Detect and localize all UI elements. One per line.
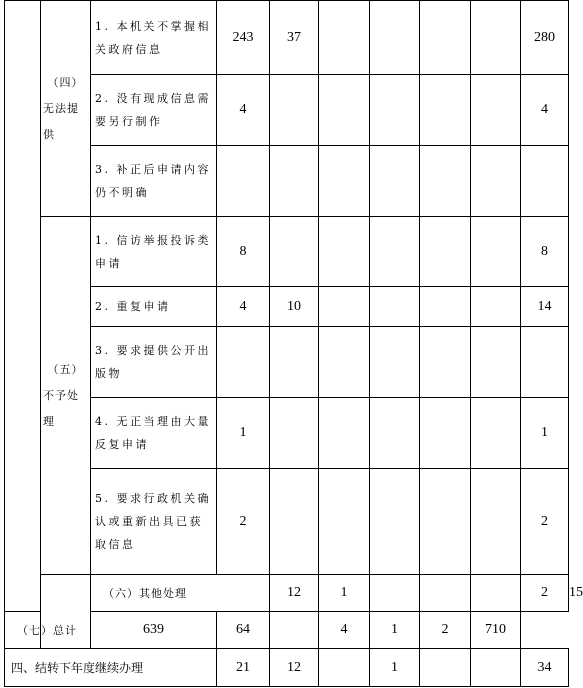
cell-value: 1 xyxy=(521,398,569,469)
group-name: 不予处理 xyxy=(43,388,79,428)
table-row xyxy=(5,612,569,649)
cell-value xyxy=(319,649,370,687)
cell-value xyxy=(370,217,420,287)
row-label: 1. 信访举报投诉类申请 xyxy=(91,217,217,287)
cell-value: 2 xyxy=(521,575,569,612)
row-label: 3. 补正后申请内容仍不明确 xyxy=(91,146,217,217)
group-name: 无法提供 xyxy=(43,101,79,141)
cell-value xyxy=(370,146,420,217)
row-label: （七）总计 xyxy=(5,612,91,649)
cell-value: 2 xyxy=(521,469,569,575)
cell-value: 2 xyxy=(217,469,270,575)
cell-value xyxy=(471,287,521,327)
cell-value xyxy=(370,1,420,75)
group-label-cell xyxy=(41,217,91,575)
cell-value: 4 xyxy=(217,287,270,327)
cell-value xyxy=(420,327,471,398)
cell-value xyxy=(217,146,270,217)
cell-value xyxy=(471,469,521,575)
cell-value: 1 xyxy=(370,612,420,649)
row-label: 2. 没有现成信息需要另行制作 xyxy=(91,75,217,146)
row-label: 四、结转下年度继续办理 xyxy=(5,649,217,687)
cell-value: 1 xyxy=(319,575,370,612)
cell-value xyxy=(319,287,370,327)
cell-value xyxy=(370,469,420,575)
cell-value: 34 xyxy=(521,649,569,687)
cell-value: 710 xyxy=(471,612,521,649)
row-label: 5. 要求行政机关确认或重新出具已获取信息 xyxy=(91,469,217,575)
cell-value xyxy=(420,287,471,327)
cell-value: 37 xyxy=(270,1,319,75)
cell-value xyxy=(471,575,521,612)
cell-value: 243 xyxy=(217,1,270,75)
cell-value xyxy=(471,146,521,217)
cell-value xyxy=(420,217,471,287)
cell-value xyxy=(521,327,569,398)
cell-value: 12 xyxy=(270,575,319,612)
group-label-cell xyxy=(41,1,91,217)
cell-value xyxy=(420,75,471,146)
cell-value: 639 xyxy=(91,612,217,649)
group-title: （四） xyxy=(47,75,84,89)
cell-value xyxy=(420,398,471,469)
cell-value: 4 xyxy=(319,612,370,649)
cell-value: 4 xyxy=(217,75,270,146)
cell-value: 14 xyxy=(521,287,569,327)
table-row: （六）其他处理 12 1 2 15 xyxy=(5,575,569,612)
cell-value: 8 xyxy=(521,217,569,287)
cell-value: 1 xyxy=(370,649,420,687)
statistics-table xyxy=(4,0,583,687)
table-row xyxy=(5,649,569,687)
cell-value xyxy=(319,75,370,146)
cell-value xyxy=(370,575,420,612)
cell-value xyxy=(471,1,521,75)
cell-value xyxy=(319,327,370,398)
cell-value xyxy=(217,327,270,398)
table-row xyxy=(5,1,569,75)
row-label: 2. 重复申请 xyxy=(91,287,217,327)
cell-value xyxy=(270,398,319,469)
cell-value: 21 xyxy=(217,649,270,687)
cell-value: 1 xyxy=(217,398,270,469)
cell-value xyxy=(319,1,370,75)
cell-value xyxy=(270,612,319,649)
cell-value xyxy=(370,75,420,146)
cell-value xyxy=(270,146,319,217)
cell-value xyxy=(370,398,420,469)
cell-value xyxy=(471,327,521,398)
cell-value xyxy=(319,146,370,217)
cell-value xyxy=(471,75,521,146)
cell-value: 10 xyxy=(270,287,319,327)
cell-value: 12 xyxy=(270,649,319,687)
cell-value: 8 xyxy=(217,217,270,287)
cell-value xyxy=(319,217,370,287)
row-label: 4. 无正当理由大量反复申请 xyxy=(91,398,217,469)
cell-value xyxy=(471,649,521,687)
row-label: 1. 本机关不掌握相关政府信息 xyxy=(91,1,217,75)
cell-value: 4 xyxy=(521,75,569,146)
cell-value: 64 xyxy=(217,612,270,649)
cell-value xyxy=(471,217,521,287)
cell-value xyxy=(521,146,569,217)
table-row xyxy=(5,217,569,287)
row-label: （六）其他处理 xyxy=(91,575,270,612)
cell-value xyxy=(270,217,319,287)
cell-value xyxy=(319,469,370,575)
cell-value xyxy=(471,398,521,469)
cell-value xyxy=(370,287,420,327)
cell-value xyxy=(420,649,471,687)
cell-value: 2 xyxy=(420,612,471,649)
cell-value xyxy=(270,327,319,398)
cell-value xyxy=(420,469,471,575)
cell-value xyxy=(420,146,471,217)
cell-value: 280 xyxy=(521,1,569,75)
cell-value xyxy=(370,327,420,398)
cell-value xyxy=(420,575,471,612)
cell-value xyxy=(270,75,319,146)
outer-category-cell xyxy=(5,1,41,612)
group-title: （五） xyxy=(47,362,84,376)
cell-value xyxy=(319,398,370,469)
cell-value xyxy=(420,1,471,75)
row-label: 3. 要求提供公开出版物 xyxy=(91,327,217,398)
cell-value xyxy=(270,469,319,575)
